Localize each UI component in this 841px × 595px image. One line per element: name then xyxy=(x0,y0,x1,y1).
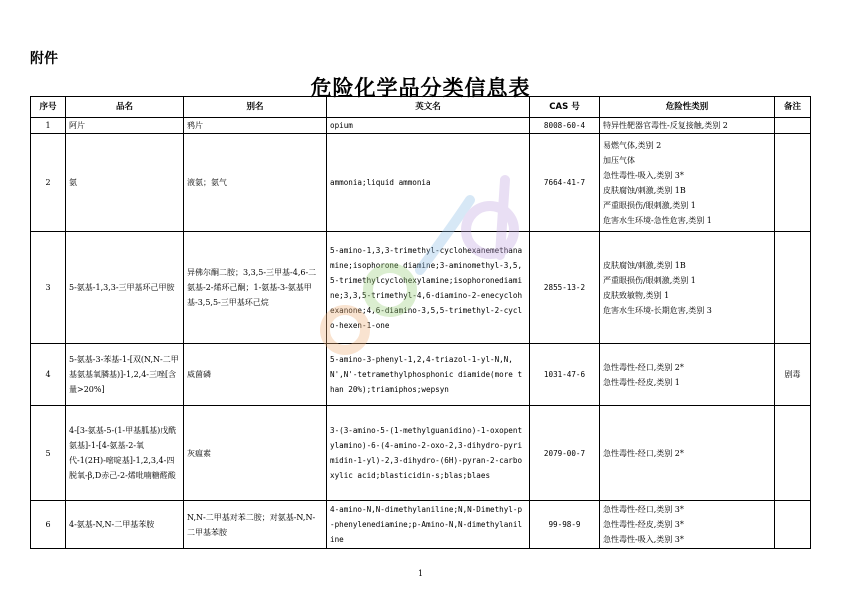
hazard-line: 加压气体 xyxy=(603,155,635,165)
header-no: 序号 xyxy=(31,97,66,118)
cell-name: 5-氨基-3-苯基-1-[双(N,N-二甲基氨基氧膦基)]-1,2,4-三唑[含量>20%] xyxy=(66,344,184,406)
table-row xyxy=(31,501,811,549)
table-row xyxy=(31,134,811,232)
header-name: 品名 xyxy=(66,97,184,118)
cell-english: opium xyxy=(327,118,530,134)
hazard-line: 急性毒性-吸入,类别 3* xyxy=(603,170,684,180)
cell-name: 阿片 xyxy=(66,118,184,134)
hazard-line: 易燃气体,类别 2 xyxy=(603,140,662,150)
hazard-line: 急性毒性-经皮,类别 3* xyxy=(603,520,684,529)
cell-alias: 威菌磷 xyxy=(184,344,327,406)
table-row xyxy=(31,118,811,134)
cell-note: 剧毒 xyxy=(775,344,811,406)
hazard-line: 急性毒性-经口,类别 2* xyxy=(603,448,684,458)
header-alias: 别名 xyxy=(184,97,327,118)
cell-no: 6 xyxy=(31,501,66,549)
cell-hazards xyxy=(600,118,775,134)
hazard-line: 危害水生环境-长期危害,类别 3 xyxy=(603,305,712,315)
cell-alias: 液氨；氨气 xyxy=(184,134,327,232)
cell-cas: 2079-00-7 xyxy=(530,406,600,501)
table-row xyxy=(31,232,811,344)
cell-english: 5-amino-3-phenyl-1,2,4-triazol-1-yl-N,N,N',N'-tetramethylphosphonic diamide(more than 20%);triamiphos;wepsyn xyxy=(327,344,530,406)
header-hazard: 危险性类别 xyxy=(600,97,775,118)
hazard-classification-table xyxy=(30,96,811,549)
header-note: 备注 xyxy=(775,97,811,118)
page-number: 1 xyxy=(417,569,424,578)
hazard-line: 急性毒性-经皮,类别 1 xyxy=(603,377,680,387)
cell-english: 5-amino-1,3,3-trimethyl-cyclohexanemethanamine;isophorone diamine;3-aminomethyl-3,5,5-trimethylcyclohexylamine;isophoronediamine;3,3,5-trimethyl-4,6-diamino-2-enecyclohexanone;4,6-diamino-3,5,5-trimethyl-2-cyclo-hexen-1-one xyxy=(327,232,530,344)
hazard-line: 严重眼损伤/眼刺激,类别 1 xyxy=(603,200,696,210)
hazard-line: 皮肤腐蚀/刺激,类别 1B xyxy=(603,260,686,270)
document-title: 危险化学品分类信息表 xyxy=(310,76,531,100)
hazard-line: 特异性靶器官毒性-反复接触,类别 2 xyxy=(603,121,728,130)
cell-name: 5-氨基-1,3,3-三甲基环己甲胺 xyxy=(66,232,184,344)
hazard-line: 严重眼损伤/眼刺激,类别 1 xyxy=(603,275,696,285)
cell-hazards xyxy=(600,406,775,501)
cell-cas: 8008-60-4 xyxy=(530,118,600,134)
cell-hazards xyxy=(600,134,775,232)
cell-english: ammonia;liquid ammonia xyxy=(327,134,530,232)
attachment-label: 附件 xyxy=(30,51,58,67)
cell-english: 4-amino-N,N-dimethylaniline;N,N-Dimethyl-p-phenylenediamine;p-Amino-N,N-dimethylaniline xyxy=(327,501,530,549)
cell-hazards xyxy=(600,501,775,549)
cell-hazards xyxy=(600,232,775,344)
cell-no: 3 xyxy=(31,232,66,344)
cell-alias: N,N-二甲基对苯二胺；对氨基-N,N-二甲基苯胺 xyxy=(184,501,327,549)
header-english: 英文名 xyxy=(327,97,530,118)
hazard-line: 急性毒性-经口,类别 3* xyxy=(603,505,684,514)
cell-note xyxy=(775,232,811,344)
table-header-row xyxy=(31,97,811,118)
cell-cas: 7664-41-7 xyxy=(530,134,600,232)
cell-note xyxy=(775,501,811,549)
table-row xyxy=(31,344,811,406)
cell-english: 3-(3-amino-5-(1-methylguanidino)-1-oxopentylamino)-6-(4-amino-2-oxo-2,3-dihydro-pyrimidin-1-yl)-2,3-dihydro-(6H)-pyran-2-carboxylic acid;blasticidin-s;blas;blaes xyxy=(327,406,530,501)
cell-name: 氨 xyxy=(66,134,184,232)
cell-note xyxy=(775,406,811,501)
cell-no: 5 xyxy=(31,406,66,501)
header-cas: CAS 号 xyxy=(530,97,600,118)
hazard-line: 危害水生环境-急性危害,类别 1 xyxy=(603,215,712,225)
hazard-line: 急性毒性-吸入,类别 3* xyxy=(603,535,684,544)
cell-alias: 鸦片 xyxy=(184,118,327,134)
cell-alias: 异佛尔酮二胺；3,3,5-三甲基-4,6-二氨基-2-烯环己酮；1-氨基-3-氨基甲基-3,5,5-三甲基环己烷 xyxy=(184,232,327,344)
cell-alias: 灰瘟素 xyxy=(184,406,327,501)
hazard-line: 皮肤腐蚀/刺激,类别 1B xyxy=(603,185,686,195)
cell-note xyxy=(775,134,811,232)
table-row xyxy=(31,406,811,501)
cell-note xyxy=(775,118,811,134)
cell-cas: 2855-13-2 xyxy=(530,232,600,344)
cell-hazards xyxy=(600,344,775,406)
cell-name: 4-[3-氨基-5-(1-甲基胍基)戊酰氨基]-1-[4-氨基-2-氧代-1(2H)-嘧啶基]-1,2,3,4-四脱氧-β,D赤己-2-烯吡喃糖醛酸 xyxy=(66,406,184,501)
cell-cas: 1031-47-6 xyxy=(530,344,600,406)
hazard-line: 皮肤致敏物,类别 1 xyxy=(603,290,670,300)
cell-no: 2 xyxy=(31,134,66,232)
hazard-line: 急性毒性-经口,类别 2* xyxy=(603,362,684,372)
cell-no: 4 xyxy=(31,344,66,406)
cell-no: 1 xyxy=(31,118,66,134)
cell-cas: 99-98-9 xyxy=(530,501,600,549)
cell-name: 4-氨基-N,N-二甲基苯胺 xyxy=(66,501,184,549)
